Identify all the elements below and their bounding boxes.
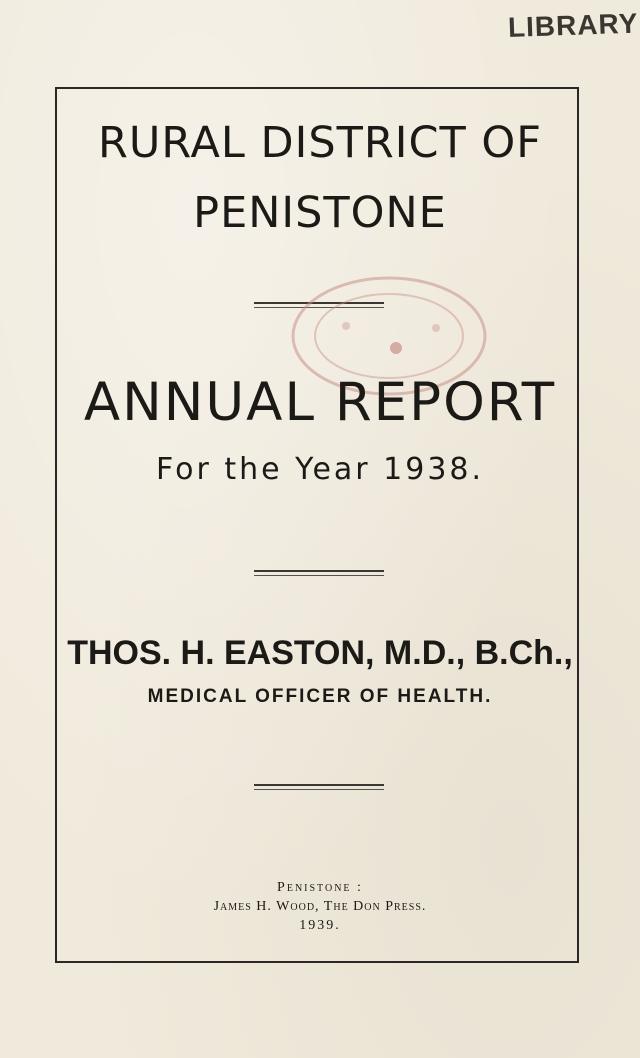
title-line-2: PENISTONE <box>193 188 447 238</box>
author-role: MEDICAL OFFICER OF HEALTH. <box>147 686 493 707</box>
report-heading: ANNUAL REPORT <box>83 372 557 433</box>
title-line-1: RURAL DISTRICT OF <box>98 118 542 168</box>
divider-rule-middle <box>254 570 384 572</box>
imprint-year: 1939. <box>299 918 341 933</box>
author-name: THOS. H. EASTON, M.D., B.Ch., <box>67 634 573 672</box>
library-stamp: LIBRARY <box>507 7 639 44</box>
report-year: For the Year 1938. <box>155 452 485 487</box>
imprint-place: Penistone : <box>277 880 363 895</box>
divider-rule-bottom <box>254 784 384 786</box>
imprint-printer: James H. Wood, The Don Press. <box>213 899 427 914</box>
